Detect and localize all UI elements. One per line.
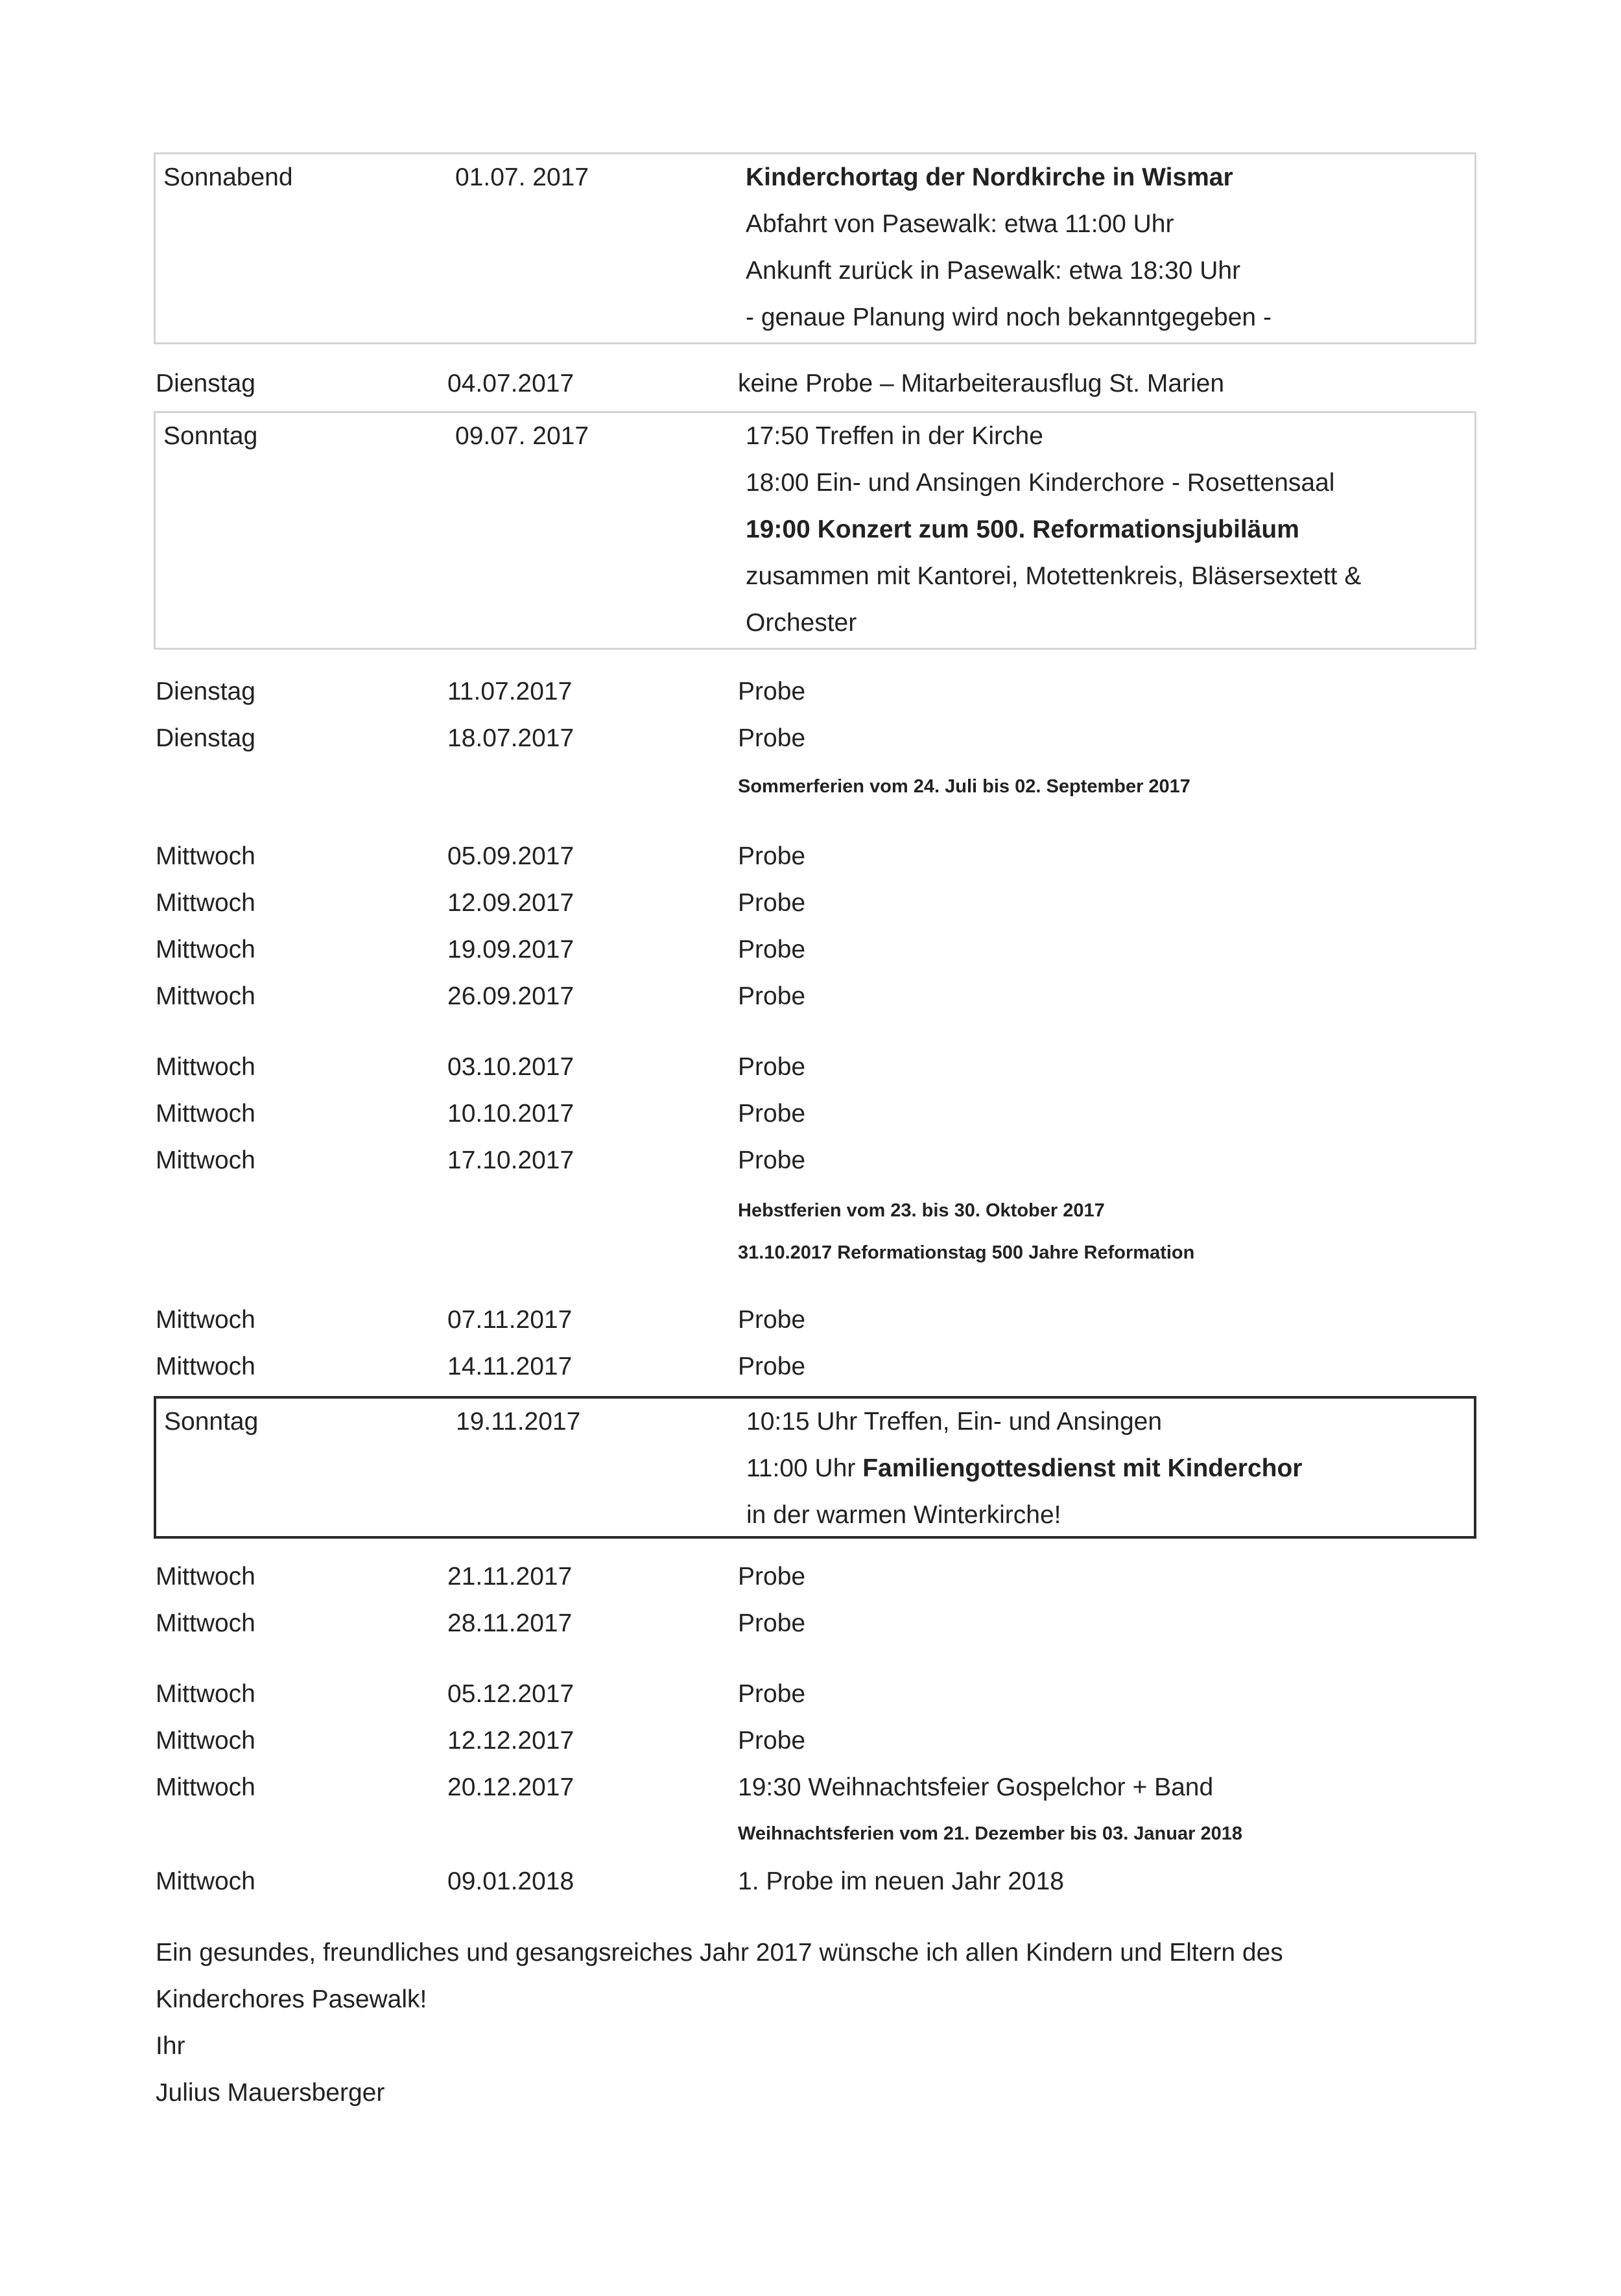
row-date: 12.09.2017 xyxy=(447,889,574,917)
event-line: - genaue Planung wird noch bekanntgegeben - xyxy=(746,303,1272,331)
row-description: Probe xyxy=(738,1353,806,1380)
schedule-row xyxy=(156,1554,1478,1600)
event-line: 10:15 Uhr Treffen, Ein- und Ansingen xyxy=(746,1408,1163,1436)
row-day: Mittwoch xyxy=(156,889,255,917)
event-details xyxy=(746,154,1472,341)
holiday-note-winter: Weihnachtsferien vom 21. Dezember bis 03. Januar 2018 xyxy=(738,1823,1242,1844)
row-day: Mittwoch xyxy=(156,1053,255,1081)
schedule-row xyxy=(156,1091,1478,1137)
row-day: Dienstag xyxy=(156,370,255,397)
schedule-row xyxy=(156,669,1478,715)
row-day: Dienstag xyxy=(156,678,255,705)
row-date: 19.09.2017 xyxy=(447,936,574,964)
row-description: Probe xyxy=(738,1306,806,1334)
event-line: in der warmen Winterkirche! xyxy=(746,1501,1061,1529)
row-description: Probe xyxy=(738,1146,806,1174)
row-description: Probe xyxy=(738,678,806,705)
schedule-row xyxy=(156,1343,1478,1390)
row-description: Probe xyxy=(738,1609,806,1637)
row-day: Mittwoch xyxy=(156,1680,255,1708)
event-date: 19.11.2017 xyxy=(456,1408,581,1436)
event-title: Familiengottesdienst mit Kinderchor xyxy=(862,1454,1303,1482)
row-day: Mittwoch xyxy=(156,1563,255,1591)
event-line: 18:00 Ein- und Ansingen Kinderchore - Rosettensaal xyxy=(746,469,1335,497)
event-box-konzert xyxy=(154,411,1476,650)
schedule-row xyxy=(156,715,1478,762)
row-description: Probe xyxy=(738,724,806,752)
event-box-kinderchortag xyxy=(154,152,1476,344)
event-title: Kinderchortag der Nordkirche in Wismar xyxy=(746,163,1233,191)
row-day: Mittwoch xyxy=(156,1306,255,1334)
schedule-row xyxy=(156,361,1478,407)
row-day: Mittwoch xyxy=(156,1353,255,1380)
row-description: Probe xyxy=(738,842,806,870)
schedule-row xyxy=(156,1858,1478,1905)
schedule-row xyxy=(156,1764,1478,1811)
row-day: Mittwoch xyxy=(156,1609,255,1637)
closing-text xyxy=(156,1930,1478,2116)
row-description: Probe xyxy=(738,1053,806,1081)
event-day: Sonntag xyxy=(163,422,258,450)
event-time: 11:00 Uhr xyxy=(746,1454,863,1482)
event-line: zusammen mit Kantorei, Motettenkreis, Bläsersextett & xyxy=(746,562,1362,590)
event-line: Abfahrt von Pasewalk: etwa 11:00 Uhr xyxy=(746,210,1174,238)
row-date: 03.10.2017 xyxy=(447,1053,574,1081)
row-date: 26.09.2017 xyxy=(447,982,574,1010)
row-description: Probe xyxy=(738,889,806,917)
schedule-row xyxy=(156,1600,1478,1647)
row-date: 17.10.2017 xyxy=(447,1146,574,1174)
row-date: 12.12.2017 xyxy=(447,1727,574,1755)
row-date: 14.11.2017 xyxy=(447,1353,573,1380)
event-date: 09.07. 2017 xyxy=(455,422,589,450)
holiday-note-summer: Sommerferien vom 24. Juli bis 02. September 2017 xyxy=(738,776,1190,797)
closing-greeting-line: Ein gesundes, freundliches und gesangsreiches Jahr 2017 wünsche ich allen Kindern und Eltern des xyxy=(156,1939,1283,1967)
schedule-row xyxy=(156,1671,1478,1718)
row-day: Mittwoch xyxy=(156,1100,255,1128)
row-date: 18.07.2017 xyxy=(447,724,574,752)
schedule-row xyxy=(156,1718,1478,1764)
row-description: 19:30 Weihnachtsfeier Gospelchor + Band xyxy=(738,1773,1214,1801)
event-line: Ankunft zurück in Pasewalk: etwa 18:30 Uhr xyxy=(746,257,1241,285)
event-details xyxy=(746,1399,1473,1539)
row-date: 10.10.2017 xyxy=(447,1100,574,1128)
reformation-day-note: 31.10.2017 Reformationstag 500 Jahre Reformation xyxy=(738,1242,1195,1263)
row-description: Probe xyxy=(738,982,806,1010)
row-date: 09.01.2018 xyxy=(447,1867,574,1895)
event-line: 17:50 Treffen in der Kirche xyxy=(746,422,1043,450)
row-day: Mittwoch xyxy=(156,1727,255,1755)
schedule-row xyxy=(156,927,1478,973)
row-day: Mittwoch xyxy=(156,982,255,1010)
schedule-row xyxy=(156,973,1478,1020)
holiday-note-autumn: Hebstferien vom 23. bis 30. Oktober 2017 xyxy=(738,1200,1105,1221)
row-day: Mittwoch xyxy=(156,1146,255,1174)
row-day: Mittwoch xyxy=(156,842,255,870)
event-line xyxy=(746,1445,1473,1492)
row-day: Dienstag xyxy=(156,724,255,752)
row-description: Probe xyxy=(738,1100,806,1128)
row-description: Probe xyxy=(738,1680,806,1708)
closing-salutation: Ihr xyxy=(156,2032,185,2060)
event-title: 19:00 Konzert zum 500. Reformationsjubiläum xyxy=(746,515,1299,543)
event-details xyxy=(746,413,1472,646)
event-box-familiengottesdienst xyxy=(154,1396,1476,1539)
row-date: 05.12.2017 xyxy=(447,1680,574,1708)
row-day: Mittwoch xyxy=(156,1773,255,1801)
event-day: Sonnabend xyxy=(163,163,293,191)
row-description: Probe xyxy=(738,1563,806,1591)
row-description: 1. Probe im neuen Jahr 2018 xyxy=(738,1867,1065,1895)
schedule-row xyxy=(156,880,1478,927)
row-date: 21.11.2017 xyxy=(447,1563,573,1591)
row-description: Probe xyxy=(738,1727,806,1755)
event-day: Sonntag xyxy=(164,1408,259,1436)
row-day: Mittwoch xyxy=(156,1867,255,1895)
event-line: Orchester xyxy=(746,609,857,637)
row-date: 20.12.2017 xyxy=(447,1773,574,1801)
row-day: Mittwoch xyxy=(156,936,255,964)
closing-greeting-line: Kinderchores Pasewalk! xyxy=(156,1985,427,2013)
row-date: 04.07.2017 xyxy=(447,370,574,397)
schedule-row xyxy=(156,833,1478,880)
signature-name: Julius Mauersberger xyxy=(156,2079,385,2107)
row-date: 11.07.2017 xyxy=(447,678,573,705)
row-date: 07.11.2017 xyxy=(447,1306,573,1334)
schedule-row xyxy=(156,1137,1478,1184)
row-date: 05.09.2017 xyxy=(447,842,574,870)
row-description: keine Probe – Mitarbeiterausflug St. Marien xyxy=(738,370,1225,397)
schedule-row xyxy=(156,1044,1478,1091)
event-date: 01.07. 2017 xyxy=(455,163,589,191)
row-date: 28.11.2017 xyxy=(447,1609,573,1637)
schedule-row xyxy=(156,1297,1478,1343)
row-description: Probe xyxy=(738,936,806,964)
